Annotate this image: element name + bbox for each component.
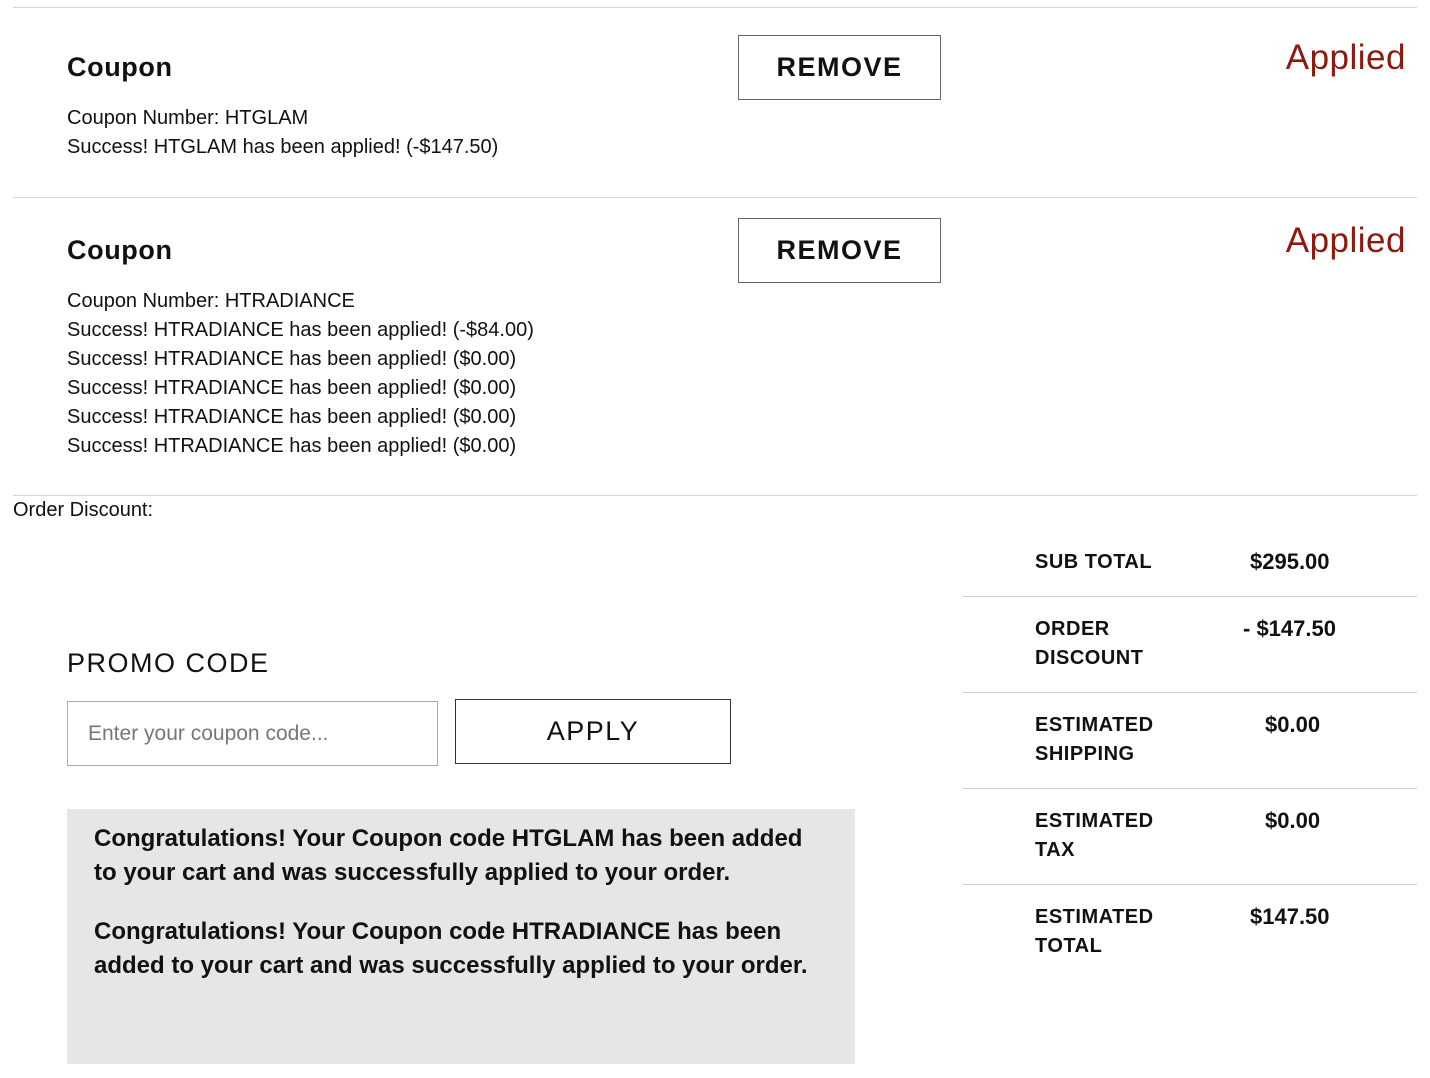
- coupon-message: Congratulations! Your Coupon code HTRADIANCE has been added to your cart and was successfully applied to your order.: [94, 918, 808, 979]
- coupon-title: Coupon: [67, 52, 173, 82]
- total-value: $147.50: [1250, 904, 1330, 929]
- summary-row-tax: [963, 789, 1417, 885]
- coupon-success-line: Success! HTRADIANCE has been applied! ($0.00): [67, 406, 517, 428]
- remove-coupon-htglam-button[interactable]: REMOVE: [738, 35, 941, 100]
- shipping-value: $0.00: [1265, 712, 1321, 737]
- coupon-details: [67, 104, 498, 162]
- remove-coupon-htradiance-button[interactable]: REMOVE: [738, 218, 941, 283]
- coupon-success-line: Success! HTGLAM has been applied! (-$147.50): [67, 136, 499, 158]
- coupon-success-messages: [67, 809, 855, 1064]
- coupon-number: Coupon Number: HTRADIANCE: [67, 290, 355, 312]
- coupon-success-line: Success! HTRADIANCE has been applied! ($0.00): [67, 348, 517, 370]
- summary-row-shipping: [963, 693, 1417, 789]
- summary-label: SUB TOTAL: [1035, 551, 1153, 573]
- top-divider: [13, 7, 1417, 8]
- coupons-bottom-divider: [13, 495, 1417, 496]
- summary-label: ESTIMATED TOTAL: [1035, 906, 1154, 957]
- summary-row-total: [963, 885, 1417, 975]
- summary-label: ESTIMATED SHIPPING: [1035, 714, 1154, 765]
- order-discount-label: Order Discount:: [13, 499, 154, 521]
- coupon-details: [67, 287, 534, 461]
- summary-row-order-discount: [963, 597, 1417, 693]
- coupon-title: Coupon: [67, 235, 173, 265]
- coupon-number: Coupon Number: HTGLAM: [67, 107, 309, 129]
- summary-label: ESTIMATED TAX: [1035, 810, 1154, 861]
- coupon-status-applied: Applied: [1285, 221, 1406, 260]
- promo-code-heading: PROMO CODE: [67, 648, 270, 678]
- coupon-divider: [13, 197, 1417, 198]
- order-summary: [963, 530, 1417, 975]
- coupon-success-line: Success! HTRADIANCE has been applied! (-$84.00): [67, 319, 534, 341]
- coupon-success-line: Success! HTRADIANCE has been applied! ($0.00): [67, 435, 517, 457]
- coupon-code-input[interactable]: [67, 701, 438, 766]
- coupon-success-line: Success! HTRADIANCE has been applied! ($0.00): [67, 377, 517, 399]
- subtotal-value: $295.00: [1250, 549, 1330, 574]
- order-discount-value: - $147.50: [1243, 616, 1336, 641]
- summary-row-subtotal: [963, 530, 1417, 597]
- tax-value: $0.00: [1265, 808, 1321, 833]
- apply-coupon-button[interactable]: APPLY: [455, 699, 731, 764]
- summary-label: ORDER DISCOUNT: [1035, 618, 1144, 669]
- coupon-message: Congratulations! Your Coupon code HTGLAM has been added to your cart and was successfully applied to your order.: [94, 825, 803, 886]
- coupon-status-applied: Applied: [1285, 38, 1406, 77]
